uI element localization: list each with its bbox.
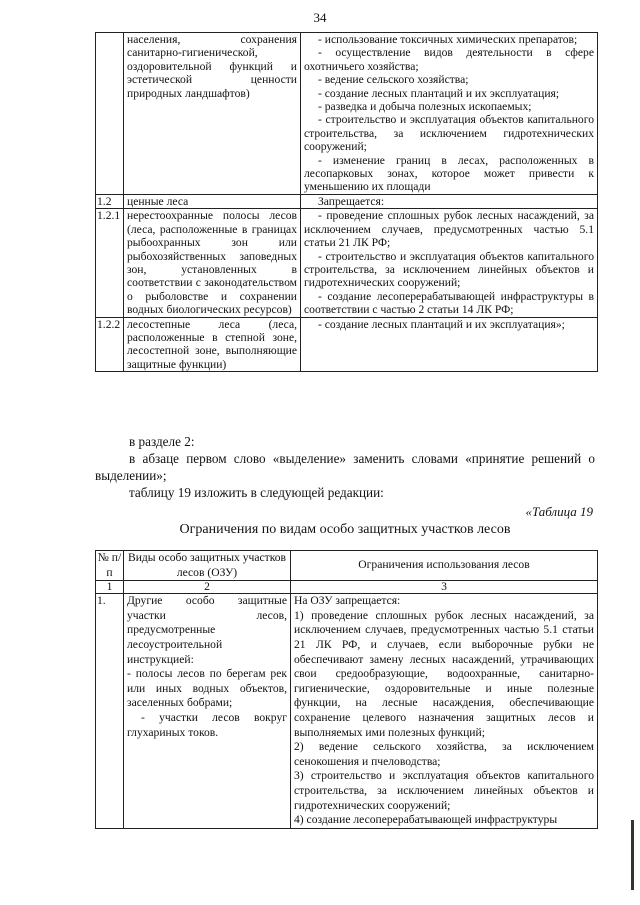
column-header: Виды особо защитных участков лесов (ОЗУ) [124,551,291,581]
kind-text: - участки лесов вокруг глухариных токов. [127,710,287,739]
restriction-item: - осуществление видов деятельности в сфере охотничьего хозяйства; [304,46,594,73]
body-paragraphs [95,433,595,501]
table-forest-categories [95,32,598,372]
column-header: Ограничения использования лесов [291,551,598,581]
paragraph: в разделе 2: [129,434,195,449]
restriction-item: - проведение сплошных рубок лесных насаждений, за исключением случаев, предусмотренных частью 5.1 статьи 21 ЛК РФ; [304,209,594,250]
table-19 [95,550,598,829]
forest-kind: ценные леса [124,194,301,208]
forest-kind: лесостепные леса (леса, расположенные в степной зоне, лесостепной зоне, выполняющие защитные функции) [124,317,301,372]
column-number-row [96,581,598,594]
restriction-item: 2) ведение сельского хозяйства, за исключением сенокошения и пчеловодства; [294,740,594,768]
forest-kind: нерестоохранные полосы лесов (леса, расположенные в границах рыбоохранных зон или рыбохозяйственных заповедных зон, установленных в соответствии с законодательством о рыболовстве и сохранении водных биологических ресурсов) [124,209,301,317]
table-row [96,33,598,195]
kind-text: населения, сохранения санитарно-гигиенической, оздоровительной функций и эстетической ценности природных ландшафтов) [127,33,297,100]
table-cell-restrictions [301,317,598,372]
column-header: № п/п [96,551,124,581]
table-cell-restrictions [301,209,598,317]
table-cell-restrictions [291,594,598,829]
restriction-item: - создание лесных плантаций и их эксплуатация; [318,86,560,100]
restriction-item: 3) строительство и эксплуатация объектов капитального строительства, за исключением линейных объектов и гидротехнических сооружений; [294,769,594,812]
table-row [96,594,598,829]
restriction-item: 1) проведение сплошных рубок лесных насаждений, за исключением случаев, предусмотренных частью 5.1 статьи 21 ЛК РФ, и случаев, если выборочные рубки не обеспечивают замену лесных насаждений, утрачивающих свои средообразующие, водоохранные, санитарно-гигиенические, оздоровительные и иные полезные функции, на лесные насаждения, обеспечивающие сохранение целевого назначения защитных лесов и выполняемых ими полезных функций; [294,608,594,739]
column-number: 2 [124,581,291,594]
table-title: Ограничения по видам особо защитных участков лесов [179,522,511,537]
table-row [96,317,598,372]
restriction-item: - строительство и эксплуатация объектов капитального строительства, за исключением гидротехнических сооружений; [304,113,594,154]
restriction-item: 4) создание лесоперерабатывающей инфраструктуры [294,813,558,827]
column-number: 3 [291,581,598,594]
table-row [96,209,598,317]
restriction-item: - разведка и добыча полезных ископаемых; [318,100,532,114]
row-number: 1.2 [96,194,124,208]
restriction-item: - создание лесных плантаций и их эксплуатация»; [318,317,565,331]
table-cell-kind [124,33,301,195]
table-cell-num [96,33,124,195]
table-label: «Таблица 19 [525,504,593,519]
column-number: 1 [96,581,124,594]
page-number: 34 [313,10,327,25]
table-header-row [96,551,598,581]
row-number: 1.2.1 [96,209,124,317]
restriction-item: На ОЗУ запрещается: [294,594,401,608]
page-bottom-margin [95,858,595,905]
restriction-item: - ведение сельского хозяйства; [318,73,469,87]
restriction-item: - создание лесоперерабатывающей инфраструктуры в соответствии с частью 2 статьи 14 ЛК РФ; [304,289,594,317]
row-number: 1. [96,594,124,829]
table-row [96,194,598,208]
restriction-item: - использование токсичных химических препаратов; [318,33,578,46]
scan-edge-mark [631,820,634,890]
table-cell-restrictions [301,33,598,195]
restriction-item: Запрещается: [301,194,598,208]
restriction-item: - изменение границ в лесах, расположенных в лесопарковых зонах, которое может привести к уменьшению их площади [304,153,594,194]
restriction-item: - строительство и эксплуатация объектов капитального строительства, за исключением линейных объектов и гидротехнических сооружений; [304,249,594,290]
paragraph: в абзаце первом слово «выделение» заменить словами «принятие решений о выделении»; [95,451,595,483]
paragraph: таблицу 19 изложить в следующей редакции: [129,485,384,500]
kind-text: Другие особо защитные участки лесов, предусмотренные лесоустроительной инструкцией: [127,594,287,666]
kind-text: - полосы лесов по берегам рек или иных водных объектов, заселенных бобрами; [127,667,287,710]
row-number: 1.2.2 [96,317,124,372]
table-cell-kind [124,594,291,829]
